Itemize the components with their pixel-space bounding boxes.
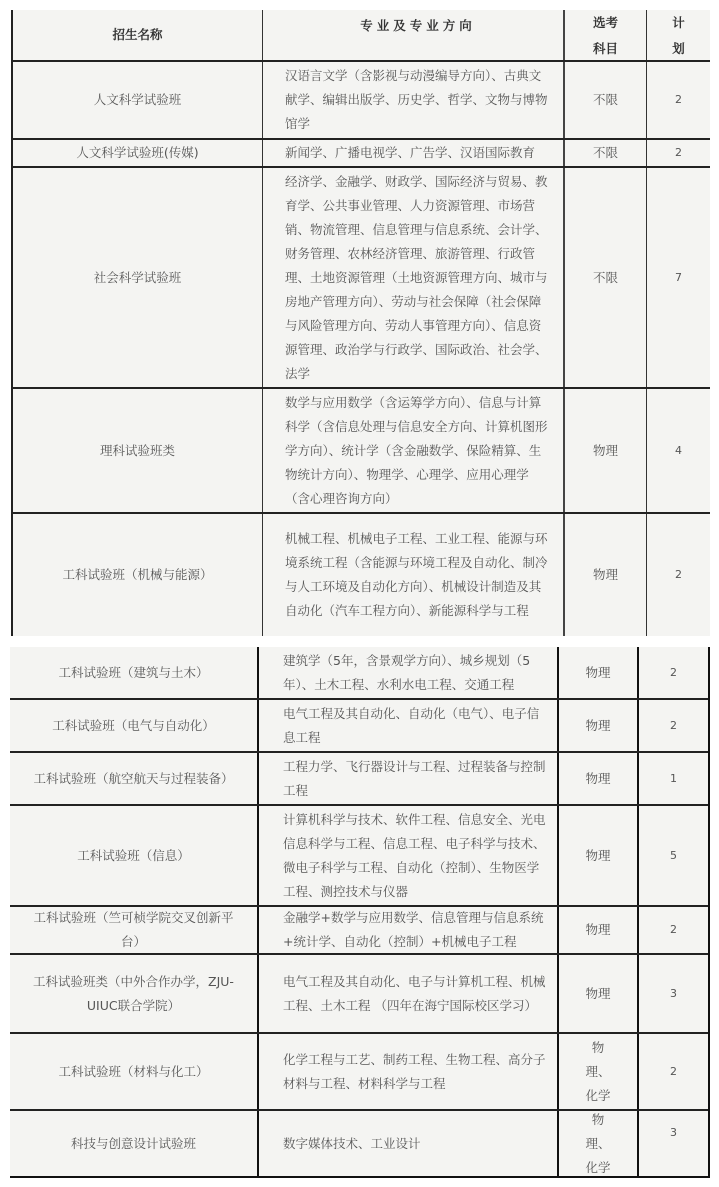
table-row — [10, 700, 708, 753]
majors: 经济学、金融学、财政学、国际经济与贸易、教育学、公共事业管理、人力资源管理、市场营销、物流管理、信息管理与信息系统、会计学、财务管理、农林经济管理、旅游管理、行政管理、土地资源管理（土地资源管理方向、城市与房地产管理方向）、劳动与社会保障（社会保障与风险管理方向、劳动人事管理方向）、信息资源管理、政治学与行政学、国际政治、社会学、法学 — [263, 168, 565, 387]
enrollment-name: 人文科学试验班(传媒) — [13, 140, 263, 166]
subject-requirement: 物理、化学 — [559, 1111, 639, 1176]
table-row — [13, 140, 710, 168]
plan-count: 7 — [675, 270, 682, 284]
plan-count: 2 — [670, 1064, 677, 1078]
plan-count: 3 — [670, 1126, 677, 1139]
table-row — [10, 806, 708, 907]
table-row — [10, 955, 708, 1034]
majors: 机械工程、机械电子工程、工业工程、能源与环境系统工程（含能源与环境工程及自动化、制冷与人工环境及自动化方向）、机械设计制造及其自动化（汽车工程方向）、新能源科学与工程 — [263, 514, 565, 636]
majors: 电气工程及其自动化、自动化（电气）、电子信息工程 — [259, 700, 559, 751]
enrollment-name: 工科试验班（竺可桢学院交叉创新平台） — [10, 907, 259, 953]
admissions-table-part-1 — [11, 10, 710, 636]
majors: 工程力学、飞行器设计与工程、过程装备与控制工程 — [259, 753, 559, 804]
enrollment-name: 工科试验班类（中外合作办学，ZJU-UIUC联合学院） — [10, 955, 259, 1032]
header-enrollment-name: 招生名称 — [13, 10, 263, 60]
subject-requirement: 物理 — [559, 753, 639, 804]
majors: 电气工程及其自动化、电子与计算机工程、机械工程、土木工程 （四年在海宁国际校区学习） — [259, 955, 559, 1032]
subject-requirement: 物理 — [559, 647, 639, 698]
table-row — [10, 1034, 708, 1111]
plan-count: 2 — [670, 665, 677, 679]
enrollment-name: 工科试验班（电气与自动化） — [10, 700, 259, 751]
table-row — [13, 389, 710, 514]
majors: 计算机科学与技术、软件工程、信息安全、光电信息科学与工程、信息工程、电子科学与技术、微电子科学与工程、自动化（控制）、生物医学工程、测控技术与仪器 — [259, 806, 559, 905]
majors: 数字媒体技术、工业设计 — [259, 1111, 559, 1176]
majors: 汉语言文学（含影视与动漫编导方向）、古典文献学、编辑出版学、历史学、哲学、文物与博物馆学 — [263, 62, 565, 138]
plan-count: 3 — [670, 986, 677, 1000]
plan-count: 2 — [675, 93, 682, 106]
enrollment-name: 科技与创意设计试验班 — [10, 1111, 259, 1176]
subject-requirement: 物理 — [565, 389, 647, 512]
enrollment-name: 工科试验班（机械与能源） — [13, 514, 263, 636]
enrollment-name: 工科试验班（信息） — [10, 806, 259, 905]
enrollment-name: 工科试验班（航空航天与过程装备） — [10, 753, 259, 804]
subject-requirement: 物理 — [559, 955, 639, 1032]
header-majors: 专业及专业方向 — [263, 10, 565, 60]
subject-requirement: 物理 — [559, 700, 639, 751]
table-row — [13, 514, 710, 636]
plan-count: 1 — [670, 771, 677, 785]
header-plan-line1: 计 — [672, 15, 685, 30]
subject-requirement: 不限 — [565, 140, 647, 166]
subject-requirement: 不限 — [565, 62, 647, 138]
table-row — [10, 647, 708, 700]
subject-requirement: 物理 — [559, 907, 639, 953]
enrollment-name: 工科试验班（建筑与土木） — [10, 647, 259, 698]
subject-requirement: 物理 — [559, 806, 639, 905]
table-header-row — [13, 10, 710, 62]
majors: 数学与应用数学（含运筹学方向）、信息与计算科学（含信息处理与信息安全方向、计算机图形学方向）、统计学（含金融数学、保险精算、生物统计方向）、物理学、心理学、应用心理学（含心理咨询方向） — [263, 389, 565, 512]
plan-count: 4 — [675, 443, 682, 457]
plan-count: 2 — [670, 923, 677, 936]
majors: 化学工程与工艺、制药工程、生物工程、高分子材料与工程、材料科学与工程 — [259, 1034, 559, 1109]
plan-count: 2 — [675, 568, 682, 581]
table-row — [10, 753, 708, 806]
subject-requirement: 物理 — [565, 514, 647, 636]
header-plan-line2: 划 — [672, 41, 685, 56]
header-plan — [647, 10, 710, 60]
majors: 新闻学、广播电视学、广告学、汉语国际教育 — [263, 140, 565, 166]
enrollment-name: 社会科学试验班 — [13, 168, 263, 387]
majors: 金融学+数学与应用数学、信息管理与信息系统+统计学、自动化（控制）+机械电子工程 — [259, 907, 559, 953]
majors: 建筑学（5年，含景观学方向）、城乡规划（5年）、土木工程、水利水电工程、交通工程 — [259, 647, 559, 698]
plan-count: 2 — [670, 718, 677, 732]
plan-count: 2 — [675, 146, 682, 159]
subject-requirement: 物理、化学 — [559, 1034, 639, 1109]
table-row — [13, 62, 710, 140]
header-subject — [565, 10, 647, 60]
enrollment-name: 工科试验班（材料与化工） — [10, 1034, 259, 1109]
enrollment-name: 人文科学试验班 — [13, 62, 263, 138]
admissions-table-part-2 — [10, 647, 710, 1178]
enrollment-name: 理科试验班类 — [13, 389, 263, 512]
table-row — [10, 907, 708, 955]
subject-requirement: 不限 — [565, 168, 647, 387]
header-subject-line1: 选考 — [592, 15, 618, 30]
table-row — [13, 168, 710, 389]
plan-count: 5 — [670, 848, 677, 862]
table-row — [10, 1111, 708, 1176]
header-subject-line2: 科目 — [592, 41, 618, 56]
